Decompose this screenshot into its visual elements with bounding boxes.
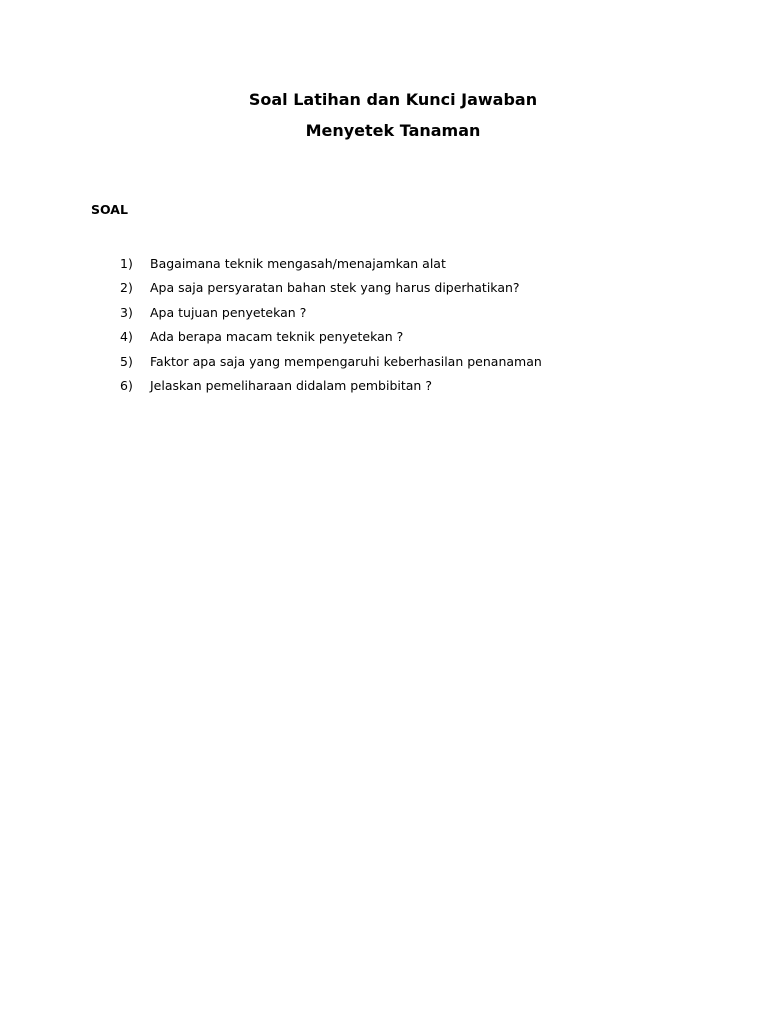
question-text: Faktor apa saja yang mempengaruhi keberhasilan penanaman [150,353,542,369]
question-text: Apa saja persyaratan bahan stek yang harus diperhatikan? [150,280,520,296]
question-text: Ada berapa macam teknik penyetekan ? [150,329,404,345]
question-item [120,304,542,328]
question-number: 4) [120,329,133,345]
question-number: 2) [120,280,133,296]
question-number: 3) [120,304,133,320]
section-heading-soal: SOAL [91,202,128,217]
question-item [120,377,542,401]
question-item [120,279,542,303]
document-subtitle: Menyetek Tanaman [305,121,481,140]
question-number: 6) [120,377,133,393]
question-item [120,353,542,377]
question-text: Apa tujuan penyetekan ? [150,304,307,320]
question-item [120,328,542,352]
title-block [0,84,768,146]
question-item [120,255,542,279]
question-text: Bagaimana teknik mengasah/menajamkan alat [150,256,446,271]
question-number: 5) [120,353,133,369]
question-text: Jelaskan pemeliharaan didalam pembibitan ? [150,377,432,393]
question-number: 1) [120,256,133,271]
question-list [120,255,542,401]
document-title: Soal Latihan dan Kunci Jawaban [248,90,538,109]
